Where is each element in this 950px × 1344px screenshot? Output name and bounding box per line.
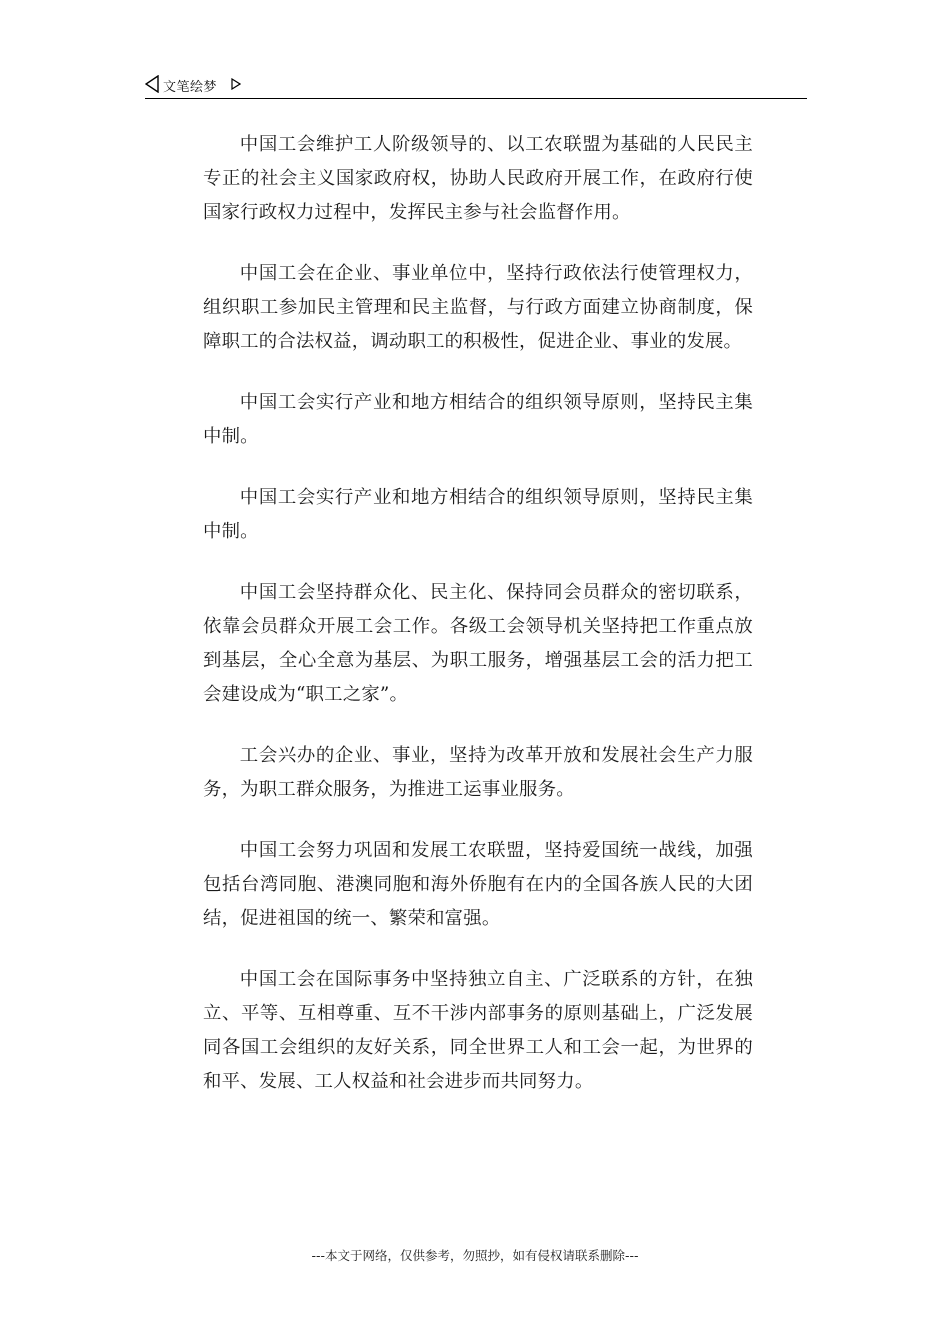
header-brand: 文笔绘梦 — [163, 80, 218, 95]
paragraph: 中国工会实行产业和地方相结合的组织领导原则，坚持民主集中制。 — [203, 487, 753, 542]
page-footer: ---本文于网络，仅供参考，勿照抄，如有侵权请联系删除--- — [311, 1248, 639, 1263]
paragraph: 中国工会在企业、事业单位中，坚持行政依法行使管理权力，组织职工参加民主管理和民主监督，与行政方面建立协商制度，保障职工的合法权益，调动职工的积极性，促进企业、事业的发展。 — [203, 263, 753, 352]
document-body — [203, 128, 753, 1126]
paragraph: 中国工会维护工人阶级领导的、以工农联盟为基础的人民民主专正的社会主义国家政府权，协助人民政府开展工作，在政府行使国家行政权力过程中，发挥民主参与社会监督作用。 — [203, 134, 753, 223]
triangle-left-icon — [145, 75, 159, 93]
paragraph: 中国工会实行产业和地方相结合的组织领导原则，坚持民主集中制。 — [203, 392, 753, 447]
paragraph: 中国工会坚持群众化、民主化、保持同会员群众的密切联系，依靠会员群众开展工会工作。各级工会领导机关坚持把工作重点放到基层，全心全意为基层、为职工服务，增强基层工会的活力把工会建设成为“职工之家”。 — [203, 582, 753, 705]
triangle-right-icon — [231, 78, 241, 90]
page-header — [145, 74, 807, 99]
paragraph: 工会兴办的企业、事业，坚持为改革开放和发展社会生产力服务，为职工群众服务，为推进工运事业服务。 — [203, 745, 753, 800]
paragraph: 中国工会在国际事务中坚持独立自主、广泛联系的方针，在独立、平等、互相尊重、互不干涉内部事务的原则基础上，广泛发展同各国工会组织的友好关系，同全世界工人和工会一起，为世界的和平、发展、工人权益和社会进步而共同努力。 — [203, 969, 753, 1092]
paragraph: 中国工会努力巩固和发展工农联盟，坚持爱国统一战线，加强包括台湾同胞、港澳同胞和海外侨胞有在内的全国各族人民的大团结，促进祖国的统一、繁荣和富强。 — [203, 840, 753, 929]
